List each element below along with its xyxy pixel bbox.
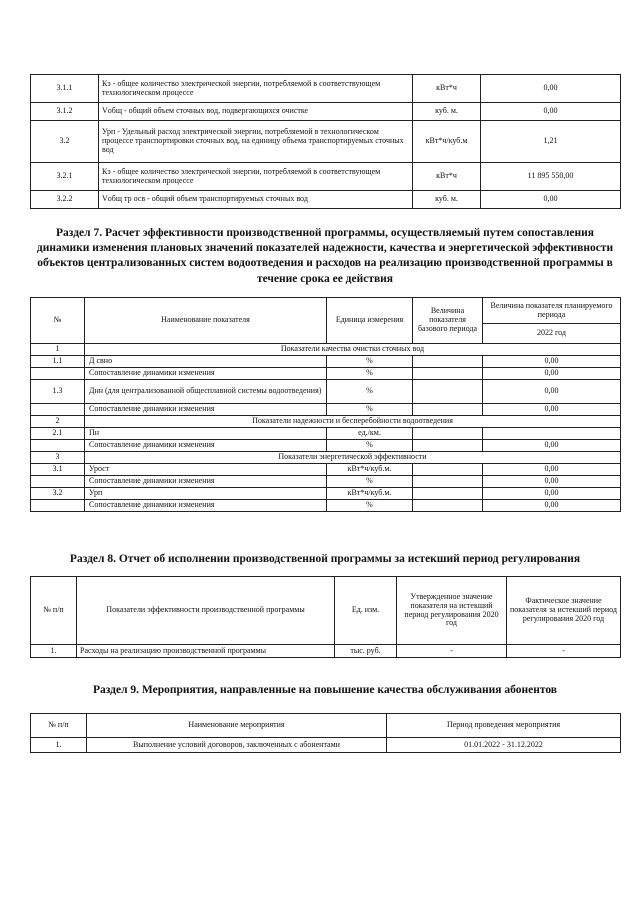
- base-value-cell: [413, 464, 483, 476]
- table-row: [31, 75, 621, 103]
- table-row: [31, 191, 621, 209]
- indicator-name: Урп: [85, 488, 327, 500]
- row-number: [31, 368, 85, 380]
- unit-cell: %: [327, 356, 413, 368]
- group-title: Показатели качества очистки сточных вод: [85, 344, 621, 356]
- group-number: 3: [31, 452, 85, 464]
- table-row: [31, 404, 621, 416]
- base-value-cell: [413, 404, 483, 416]
- indicator-name: Сопоставление динамики изменения: [85, 500, 327, 512]
- group-title: Показатели энергетической эффективности: [85, 452, 621, 464]
- group-row: [31, 452, 621, 464]
- indicator-name: Кэ - общее количество электрической энергии, потребляемой в соответствующем технологическом процессе: [99, 75, 413, 103]
- section-8-title: Раздел 8. Отчет об исполнении производственной программы за истекший период регулирования: [69, 553, 581, 565]
- header-approved-value: Утвержденное значение показателя на истекший период регулирования 2020 год: [397, 577, 507, 645]
- base-value-cell: [413, 488, 483, 500]
- value-cell: 0,00: [483, 404, 621, 416]
- table-row: [31, 440, 621, 452]
- report-table: [30, 576, 621, 658]
- value-cell: 0,00: [483, 380, 621, 404]
- header-period: Период проведения мероприятия: [387, 714, 621, 738]
- table-header-row: [31, 298, 621, 324]
- group-row: [31, 344, 621, 356]
- table-row: [31, 738, 621, 753]
- value-cell: 0,00: [483, 488, 621, 500]
- base-value-cell: [413, 380, 483, 404]
- unit-cell: кВт*ч: [413, 75, 481, 103]
- indicator-name: Урп - Удельный расход электрической энергии, потребляемой в технологическом процессе транспортировки сточных вод, на единицу объема транспортируемых сточных вод: [99, 121, 413, 163]
- unit-cell: ед./км.: [327, 428, 413, 440]
- table-row: [31, 488, 621, 500]
- indicator-name: Урост: [85, 464, 327, 476]
- value-cell: 0,00: [481, 191, 621, 209]
- table-row: [31, 464, 621, 476]
- table-row: [31, 121, 621, 163]
- unit-cell: куб. м.: [413, 191, 481, 209]
- value-cell: 0,00: [483, 440, 621, 452]
- group-title: Показатели надежности и бесперебойности водоотведения: [85, 416, 621, 428]
- table-row: [31, 368, 621, 380]
- table-row: [31, 645, 621, 658]
- header-number: № п/п: [31, 577, 77, 645]
- indicator-name: Сопоставление динамики изменения: [85, 368, 327, 380]
- value-cell: 0,00: [483, 356, 621, 368]
- row-number: 2.1: [31, 428, 85, 440]
- table-row: [31, 163, 621, 191]
- row-number: 1.3: [31, 380, 85, 404]
- indicator-name: Vобщ тр осв - общий объем транспортируемых сточных вод: [99, 191, 413, 209]
- row-number: 3.1.1: [31, 75, 99, 103]
- row-number: 1.1: [31, 356, 85, 368]
- table-row: [31, 356, 621, 368]
- table-header-row: [31, 577, 621, 645]
- unit-cell: %: [327, 500, 413, 512]
- indicator-name: Сопоставление динамики изменения: [85, 440, 327, 452]
- row-number: 3.2: [31, 121, 99, 163]
- indicator-name: Vобщ - общий объем сточных вод, подвергающихся очистке: [99, 103, 413, 121]
- table-row: [31, 103, 621, 121]
- value-cell: 0,00: [483, 476, 621, 488]
- value-cell: 1,21: [481, 121, 621, 163]
- base-value-cell: [413, 440, 483, 452]
- row-number: 3.1: [31, 464, 85, 476]
- section-7-title: Раздел 7. Расчет эффективности производственной программы, осуществляемый путем сопоставления динамики изменения плановых значений показателей надежности, качества и энергетической эффективности объектов централизованных систем водоотведения и расходов на реализацию производственной программы в течение срока ее действия: [36, 227, 614, 285]
- indicator-name: Пн: [85, 428, 327, 440]
- row-number: 3.2.2: [31, 191, 99, 209]
- group-number: 2: [31, 416, 85, 428]
- value-cell: 0,00: [483, 500, 621, 512]
- header-actual-value: Фактическое значение показателя за истекший период регулирования 2020 год: [507, 577, 621, 645]
- indicator-name: Днн (для централизованной общесплавной системы водоотведения): [85, 380, 327, 404]
- value-cell: 0,00: [483, 368, 621, 380]
- indicator-name: Сопоставление динамики изменения: [85, 476, 327, 488]
- table-row: [31, 428, 621, 440]
- row-number: 3.2: [31, 488, 85, 500]
- table-row: [31, 476, 621, 488]
- base-value-cell: [413, 500, 483, 512]
- unit-cell: тыс. руб.: [335, 645, 397, 658]
- row-number: [31, 476, 85, 488]
- unit-cell: кВт*ч/куб.м.: [327, 464, 413, 476]
- header-unit: Ед. изм.: [335, 577, 397, 645]
- base-value-cell: [413, 428, 483, 440]
- header-year: 2022 год: [483, 324, 621, 344]
- group-number: 1: [31, 344, 85, 356]
- value-cell: [483, 428, 621, 440]
- indicator-name: Расходы на реализацию производственной программы: [77, 645, 335, 658]
- indicator-name: Д свно: [85, 356, 327, 368]
- unit-cell: %: [327, 476, 413, 488]
- unit-cell: %: [327, 380, 413, 404]
- value-cell: 11 895 550,00: [481, 163, 621, 191]
- header-indicator-name: Наименование показателя: [85, 298, 327, 344]
- header-number: №: [31, 298, 85, 344]
- row-number: [31, 500, 85, 512]
- base-value-cell: [413, 356, 483, 368]
- table-row: [31, 500, 621, 512]
- unit-cell: %: [327, 404, 413, 416]
- table-header-row: [31, 714, 621, 738]
- row-number: [31, 440, 85, 452]
- unit-cell: %: [327, 368, 413, 380]
- unit-cell: %: [327, 440, 413, 452]
- section-9-title: Раздел 9. Мероприятия, направленные на повышение качества обслуживания абонентов: [92, 684, 557, 696]
- approved-value-cell: -: [397, 645, 507, 658]
- base-value-cell: [413, 368, 483, 380]
- group-row: [31, 416, 621, 428]
- header-planned-period: Величина показателя планируемого периода: [483, 298, 621, 324]
- unit-cell: кВт*ч/куб.м.: [327, 488, 413, 500]
- row-number: 1.: [31, 738, 87, 753]
- table-row: [31, 380, 621, 404]
- row-number: 3.1.2: [31, 103, 99, 121]
- value-cell: 0,00: [483, 464, 621, 476]
- period-cell: 01.01.2022 - 31.12.2022: [387, 738, 621, 753]
- header-measure-name: Наименование мероприятия: [87, 714, 387, 738]
- row-number: 1.: [31, 645, 77, 658]
- top-indicators-table: [30, 74, 621, 209]
- actual-value-cell: -: [507, 645, 621, 658]
- header-base-period: Величина показателя базового периода: [413, 298, 483, 344]
- unit-cell: кВт*ч: [413, 163, 481, 191]
- measures-table: [30, 713, 621, 753]
- header-indicator-name: Показатели эффективности производственной программы: [77, 577, 335, 645]
- value-cell: 0,00: [481, 103, 621, 121]
- efficiency-table: [30, 297, 621, 512]
- row-number: [31, 404, 85, 416]
- measure-name: Выполнение условий договоров, заключенных с абонентами: [87, 738, 387, 753]
- value-cell: 0,00: [481, 75, 621, 103]
- header-unit: Единица измерения: [327, 298, 413, 344]
- base-value-cell: [413, 476, 483, 488]
- unit-cell: куб. м.: [413, 103, 481, 121]
- indicator-name: Сопоставление динамики изменения: [85, 404, 327, 416]
- unit-cell: кВт*ч/куб.м: [413, 121, 481, 163]
- header-number: № п/п: [31, 714, 87, 738]
- indicator-name: Кэ - общее количество электрической энергии, потребляемой в соответствующем технологическом процессе: [99, 163, 413, 191]
- row-number: 3.2.1: [31, 163, 99, 191]
